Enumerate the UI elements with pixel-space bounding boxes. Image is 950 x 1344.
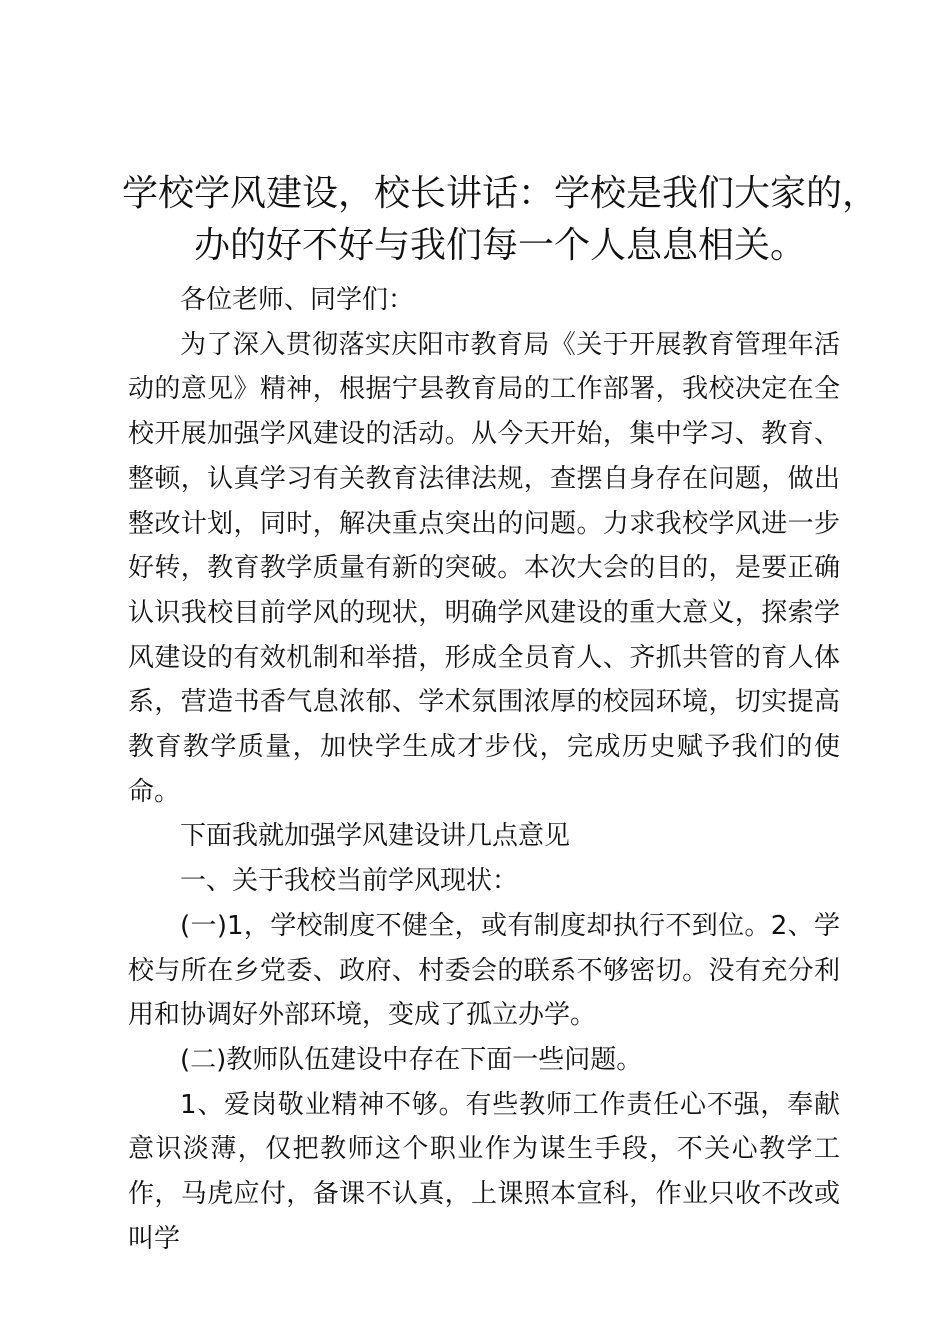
document-title <box>120 168 880 272</box>
section-heading-1: 一、关于我校当前学风现状： <box>180 866 519 897</box>
paragraph-intro: 为了深入贯彻落实庆阳市教育局《关于开展教育管理年活动的意见》精神，根据宁县教育局的工作部署，我校决定在全校开展加强学风建设的活动。从今天开始，集中学习、教育、整顿，认真学习有关教育法律法规，查摆自身存在问题，做出整改计划，同时，解决重点突出的问题。力求我校学风进一步好转，教育教学质量有新的突破。本次大会的目的，是要正确认识我校目前学风的现状，明确学风建设的重大意义，探索学风建设的有效机制和举措，形成全员育人、齐抓共管的育人体系，营造书香气息浓郁、学术氛围浓厚的校园环境，切实提高教育教学质量，加快学生成才步伐，完成历史赋予我们的使命。 <box>128 329 840 807</box>
title-line-1: 学校学风建设，校长讲话：学校是我们大家的， <box>121 173 878 214</box>
paragraph-transition: 下面我就加强学风建设讲几点意见 <box>180 821 571 852</box>
document-body <box>128 278 840 1261</box>
paragraph-item-2: (二)教师队伍建设中存在下面一些问题。 <box>180 1044 643 1075</box>
salutation: 各位老师、同学们： <box>180 285 415 315</box>
title-line-2: 办的好不好与我们每一个人息息相关。 <box>193 225 806 266</box>
paragraph-item-1: (一)1，学校制度不健全，或有制度却执行不到位。2、学校与所在乡党委、政府、村委会的联系不够密切。没有充分利用和协调好外部环境，变成了孤立办学。 <box>128 910 840 1031</box>
paragraph-item-3: 1、爱岗敬业精神不够。有些教师工作责任心不强，奉献意识淡薄，仅把教师这个职业作为谋生手段，不关心教学工作，马虎应付，备课不认真，上课照本宣科，作业只收不改或叫学 <box>128 1089 840 1254</box>
